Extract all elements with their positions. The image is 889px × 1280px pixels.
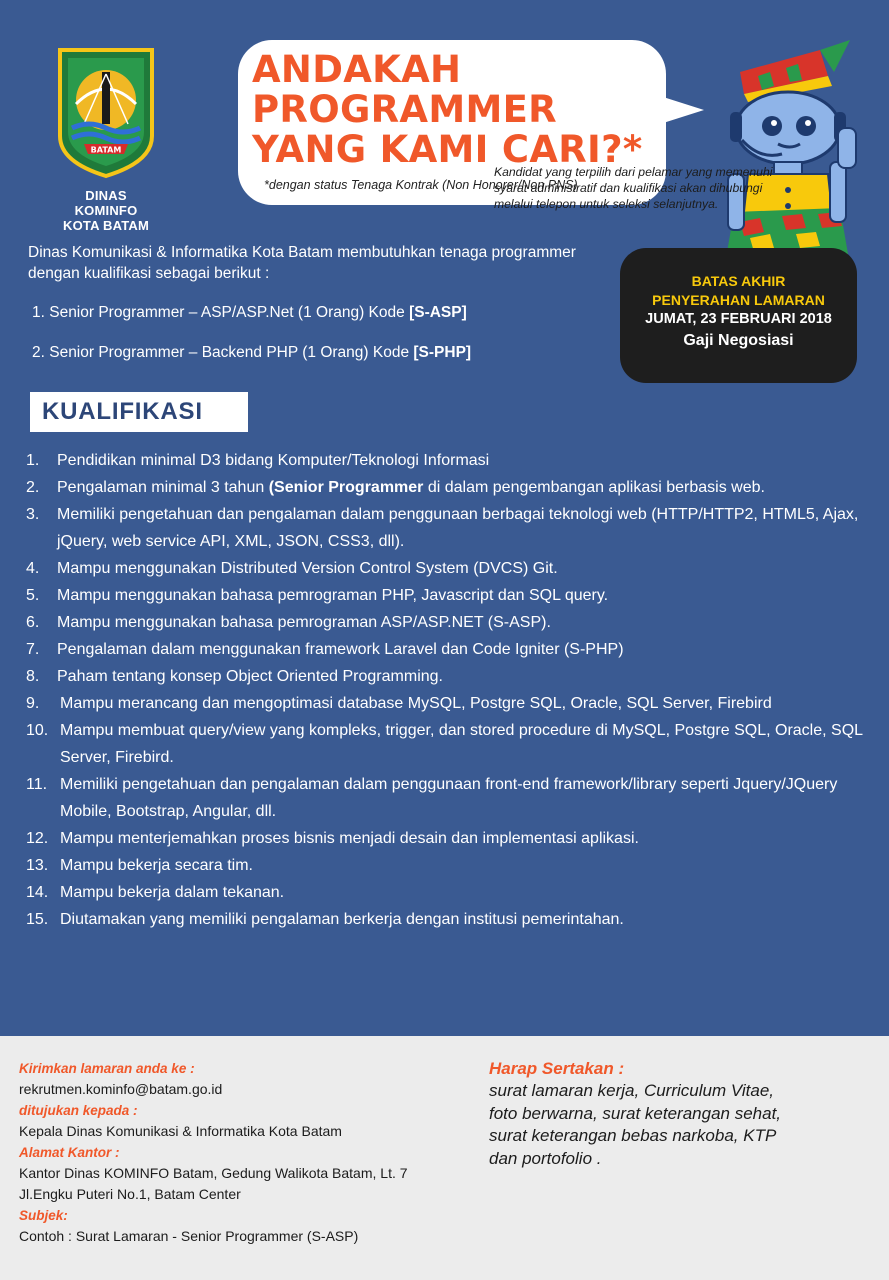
mascot-illustration bbox=[700, 36, 862, 258]
item-text: Diutamakan yang memiliki pengalaman berkerja dengan institusi pemerintahan. bbox=[60, 911, 624, 928]
bubble-tail bbox=[660, 96, 704, 124]
recipient-value: Kepala Dinas Komunikasi & Informatika Kota Batam bbox=[19, 1123, 342, 1139]
deadline-box bbox=[620, 248, 857, 383]
position-code: [S-PHP] bbox=[413, 344, 472, 361]
item-number: 6. bbox=[26, 614, 40, 631]
attachment-line: surat lamaran kerja, Curriculum Vitae, bbox=[489, 1081, 775, 1100]
position-item bbox=[32, 304, 467, 322]
item-text: Mampu bekerja dalam tekanan. bbox=[60, 884, 285, 901]
headline-note: *dengan status Tenaga Kontrak (Non Honorer/Non PNS) bbox=[264, 178, 578, 192]
position-code: [S-ASP] bbox=[409, 304, 467, 321]
attachment-line: dan portofolio . bbox=[489, 1148, 602, 1168]
item-number: 15. bbox=[26, 911, 49, 928]
note-line: syarat administratif dan kualifikasi akan dihubungi bbox=[494, 181, 763, 195]
org-name bbox=[52, 188, 160, 233]
item-number: 5. bbox=[26, 587, 40, 604]
list-item bbox=[26, 852, 876, 879]
item-text: Mampu menggunakan bahasa pemrograman PHP, Javascript dan SQL query. bbox=[57, 587, 609, 604]
item-text: Mampu menggunakan bahasa pemrograman ASP/ASP.NET (S-ASP). bbox=[57, 614, 551, 631]
position-item bbox=[32, 344, 471, 362]
item-text: Mampu menterjemahkan proses bisnis menjadi desain dan implementasi aplikasi. bbox=[60, 830, 639, 847]
list-item bbox=[26, 879, 876, 906]
org-name-line1: DINAS KOMINFO bbox=[74, 188, 138, 218]
item-text: Memiliki pengetahuan dan pengalaman dalam penggunaan front-end framework/library seperti Jquery/JQuery Mobile, Bootstrap, Angular, dll. bbox=[60, 776, 838, 820]
deadline-line1: BATAS AKHIR bbox=[691, 273, 786, 289]
item-number: 9. bbox=[26, 695, 40, 712]
item-text: Mampu bekerja secara tim. bbox=[60, 857, 253, 874]
list-item bbox=[26, 609, 876, 636]
emblem-text: BATAM bbox=[90, 145, 122, 155]
position-text: 1. Senior Programmer – ASP/ASP.Net (1 Orang) Kode bbox=[32, 304, 410, 321]
item-number: 7. bbox=[26, 641, 40, 658]
email-address[interactable]: rekrutmen.kominfo@batam.go.id bbox=[19, 1081, 223, 1097]
office-label: Alamat Kantor : bbox=[19, 1145, 120, 1160]
item-number: 12. bbox=[26, 830, 49, 847]
item-number: 13. bbox=[26, 857, 49, 874]
salary-text: Gaji Negosiasi bbox=[683, 332, 794, 349]
list-item bbox=[26, 447, 876, 474]
footer-panel bbox=[0, 1036, 889, 1280]
attachments-title: Harap Sertakan : bbox=[489, 1059, 625, 1078]
list-item bbox=[26, 663, 876, 690]
list-item bbox=[26, 717, 876, 771]
headline-line3: YANG KAMI CARI?* bbox=[252, 128, 643, 171]
item-text: Pendidikan minimal D3 bidang Komputer/Teknologi Informasi bbox=[57, 452, 490, 469]
list-item bbox=[26, 555, 876, 582]
subject-label: Subjek: bbox=[19, 1208, 68, 1223]
attachments-info bbox=[489, 1058, 879, 1170]
item-text: Pengalaman dalam menggunakan framework Laravel dan Code Igniter (S-PHP) bbox=[57, 641, 624, 658]
qualifications-list bbox=[26, 447, 876, 933]
qualifications-title: KUALIFIKASI bbox=[30, 392, 248, 432]
batam-emblem-icon bbox=[54, 44, 158, 180]
list-item bbox=[26, 690, 876, 717]
subject-value: Contoh : Surat Lamaran - Senior Programmer (S-ASP) bbox=[19, 1228, 359, 1244]
list-item bbox=[26, 825, 876, 852]
item-number: 2. bbox=[26, 479, 40, 496]
city-logo bbox=[52, 44, 160, 233]
deadline-date: JUMAT, 23 FEBRUARI 2018 bbox=[645, 311, 832, 327]
recipient-label: ditujukan kepada : bbox=[19, 1103, 138, 1118]
list-item bbox=[26, 906, 876, 933]
selection-note bbox=[494, 164, 886, 212]
item-number: 4. bbox=[26, 560, 40, 577]
contact-info bbox=[19, 1058, 489, 1247]
item-text bbox=[57, 474, 876, 501]
item-text: Mampu membuat query/view yang kompleks, trigger, dan stored procedure di MySQL, Postgre SQL, Oracle, SQL Server, Firebird. bbox=[60, 722, 863, 766]
list-item bbox=[26, 771, 876, 825]
item-text: Paham tentang konsep Object Oriented Programming. bbox=[57, 668, 443, 685]
list-item bbox=[26, 474, 876, 501]
list-item bbox=[26, 501, 876, 555]
intro-text: Dinas Komunikasi & Informatika Kota Batam membutuhkan tenaga programmer dengan kualifikasi sebagai berikut : bbox=[28, 244, 576, 282]
attachment-line: foto berwarna, surat keterangan sehat, bbox=[489, 1103, 782, 1123]
note-line: melalui telepon untuk seleksi selanjutnya. bbox=[494, 197, 719, 211]
headline-line1: ANDAKAH bbox=[252, 48, 462, 91]
deadline-line2: PENYERAHAN LAMARAN bbox=[652, 292, 825, 308]
office-address-line1: Kantor Dinas KOMINFO Batam, Gedung Walikota Batam, Lt. 7 bbox=[19, 1165, 408, 1181]
item-number: 1. bbox=[26, 452, 40, 469]
item-number: 11. bbox=[26, 776, 48, 793]
send-label: Kirimkan lamaran anda ke : bbox=[19, 1061, 195, 1076]
item-text-pre: Pengalaman minimal 3 tahun bbox=[57, 479, 269, 496]
list-item bbox=[26, 582, 876, 609]
item-text-post: di dalam pengembangan aplikasi berbasis web. bbox=[423, 479, 765, 496]
item-number: 8. bbox=[26, 668, 40, 685]
item-number: 10. bbox=[26, 722, 49, 739]
attachment-line: surat keterangan bebas narkoba, KTP bbox=[489, 1126, 777, 1145]
position-text: 2. Senior Programmer – Backend PHP (1 Orang) Kode bbox=[32, 344, 414, 361]
item-text: Mampu menggunakan Distributed Version Control System (DVCS) Git. bbox=[57, 560, 558, 577]
item-number: 3. bbox=[26, 506, 40, 523]
item-number: 14. bbox=[26, 884, 49, 901]
note-line: Kandidat yang terpilih dari pelamar yang memenuhi bbox=[494, 165, 773, 179]
office-address-line2: Jl.Engku Puteri No.1, Batam Center bbox=[19, 1186, 241, 1202]
list-item bbox=[26, 636, 876, 663]
item-text: Memiliki pengetahuan dan pengalaman dalam penggunaan berbagai teknologi web (HTTP/HTTP2, HTML5, Ajax, jQuery, web service API, XML, JSON, CSS3, dll). bbox=[57, 506, 859, 550]
item-text-bold: (Senior Programmer bbox=[268, 479, 424, 496]
item-text: Mampu merancang dan mengoptimasi database MySQL, Postgre SQL, Oracle, SQL Server, Firebird bbox=[60, 695, 772, 712]
org-name-line2: KOTA BATAM bbox=[63, 218, 149, 233]
headline-line2: PROGRAMMER bbox=[252, 88, 557, 131]
